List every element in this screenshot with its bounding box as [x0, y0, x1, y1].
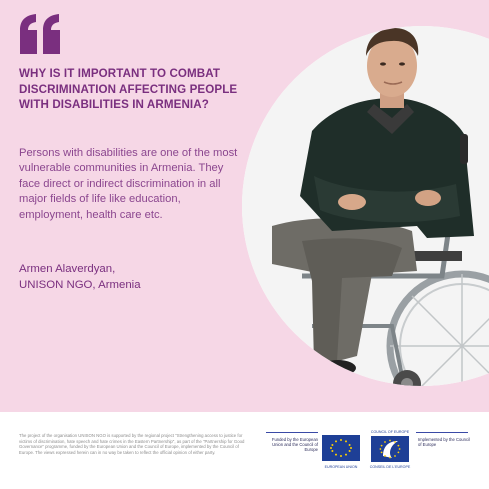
eu-funded-text: Funded by the European Union and the Council of Europe — [271, 437, 318, 453]
eu-logo-block — [266, 432, 360, 480]
author — [19, 262, 239, 293]
portrait-photo — [242, 26, 489, 386]
quote-mark-icon — [18, 14, 62, 54]
author-name: Armen Alaverdyan, — [19, 263, 116, 275]
divider — [266, 432, 318, 433]
coe-caption: CONSEIL DE L'EUROPE — [369, 465, 411, 469]
divider — [416, 432, 468, 433]
eu-flag-icon — [322, 435, 360, 461]
author-org: UNISON NGO, Armenia — [19, 278, 141, 291]
quote-body: Persons with disabilities are one of the most vulnerable communities in Armenia. They face direct or indirect discrimination in all major fields of life like education, employment, health care etc. — [19, 147, 238, 221]
coe-logo-block — [368, 430, 472, 480]
disclaimer: The project of the organisation UNISON NGO is supported by the regional project "Strengthening access to justice for victims of discrimination, hate speech and hate crimes in the Eastern Partnership", as part of the "Partnership for Good Governance" programme, funded by the European Union and the Council of Europe, implemented by the Council of Europe. The views expressed herein can in no way be taken to reflect the official opinion of either party. — [19, 433, 245, 455]
coe-flag-icon — [371, 436, 409, 462]
eu-caption: EUROPEAN UNION — [324, 465, 358, 469]
headline: WHY IS IT IMPORTANT TO COMBAT DISCRIMINATION AFFECTING PEOPLE WITH DISABILITIES IN ARMENIA? — [19, 67, 238, 112]
coe-implemented-text: Implemented by the Council of Europe — [418, 437, 470, 448]
coe-top-text: COUNCIL OF EUROPE — [370, 430, 410, 434]
footer — [0, 412, 489, 489]
